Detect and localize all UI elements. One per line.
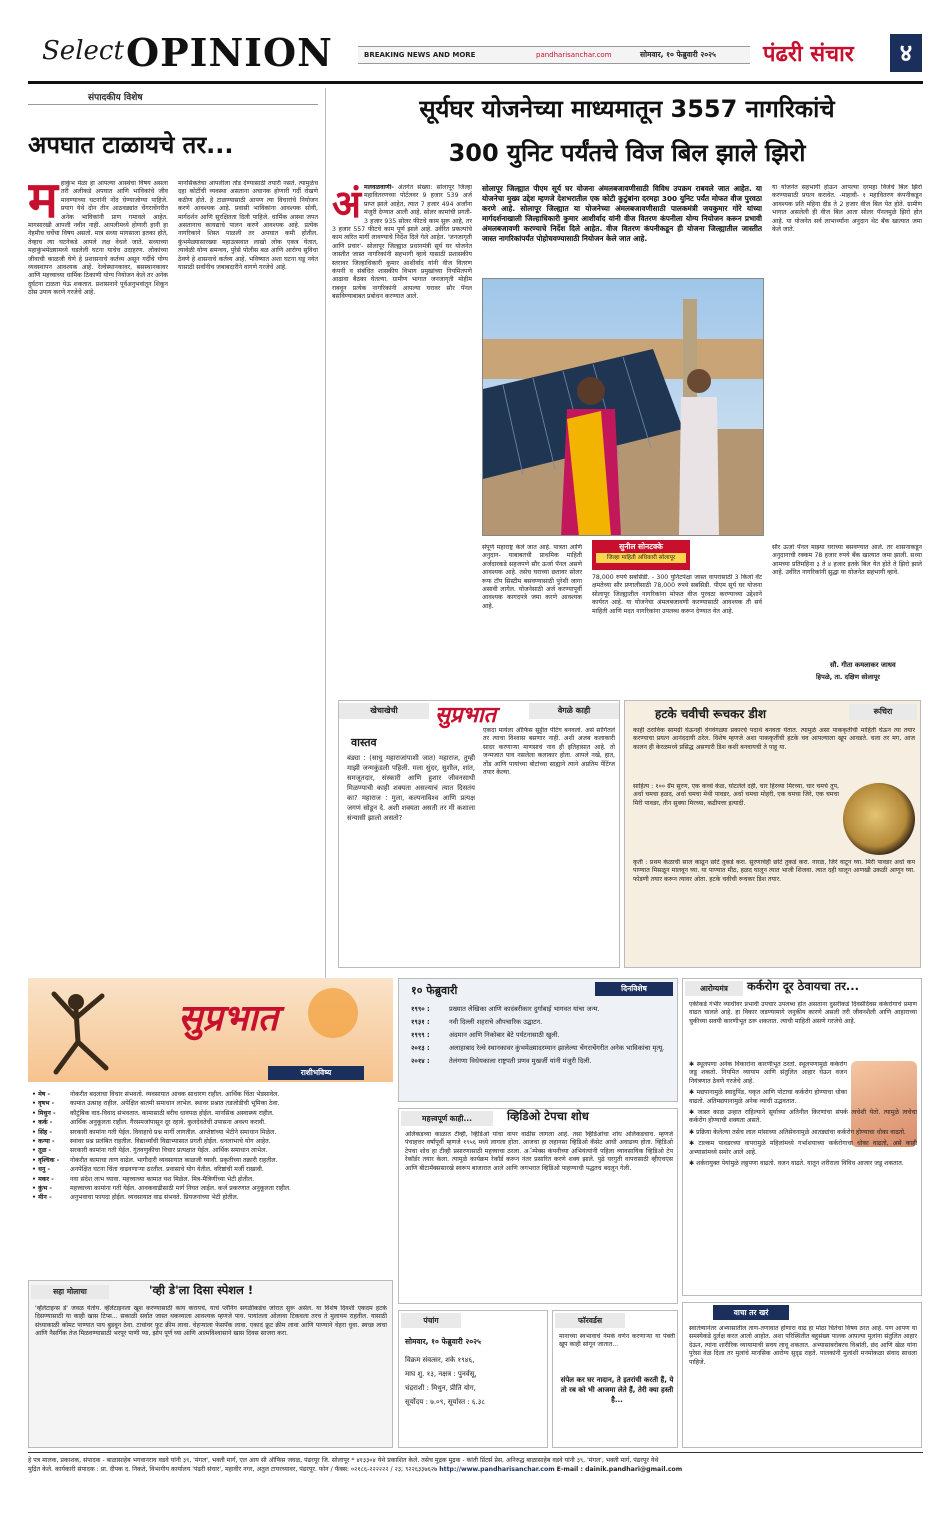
- photo-caption-name: सुनील सोनटक्के: [619, 542, 663, 551]
- select-word: Select: [42, 36, 124, 66]
- lead-byline: मलवळवाणी-: [364, 184, 394, 191]
- dinvishesh-tag: दिनविशेष: [595, 982, 673, 996]
- vastav-text: बंड्या : (साधु महाराजांपाशी जात) महाराज, तुम्ही माझी जन्मकुंडली पहिली. मला सुंदर, सुशील, शांत, समजूतदार, संस्कारी आणि हुशार जीवनसाथी मिळण्याची काही शक्यता असल्याचं त्यात दिसतंय का? महाराज : मुला, कल्पनाविश्व आणि प्रत्यक्ष जगणं सोडून दे. अशी शक्यता असती तर मी कशाला संन्यासी झालो असतो?: [347, 754, 475, 822]
- lead-dropcap: अं: [332, 184, 362, 226]
- sun-icon: [308, 988, 358, 1038]
- opinion-word: OPINION: [126, 30, 333, 75]
- dinvishesh-year: १९३१ :: [411, 1018, 430, 1026]
- date-text: सोमवार, १० फेब्रुवारी २०२५: [640, 50, 716, 59]
- panchang-line: माघ शु. १३, नक्षत्र : पुनर्वसू,: [405, 1370, 477, 1378]
- paper-name: पंढरी संचार: [763, 42, 854, 67]
- editorial-col-1: [28, 180, 168, 968]
- editorial-col-2: [178, 180, 318, 968]
- recipe-method: कृती : प्रथम केळाची साल काढून छोटे तुकडे करा. सुरणाचेही छोटे तुकडे करा. नारळ, जिरे वाटून घ्या. मिरी पावडर अर्धा कप पाण्यात मिसळून मालवून घ्या. या पाण्यात मीठ, हळद घालून त्यात भाजी शिजवा. त्यात दही घालून आणखी उकळी आणून घ्या. फोडणी तयार करून त्यावर ओता. हटके चवीची रूचकर डिश तयार.: [633, 859, 915, 883]
- editorial-col-2-text: मानसिकतेचा आपलीला तोंड देण्यासाठी तयारी नसते. त्यामुळेच दहा कोटींची व्यवस्था असताना अचानक होणारी गर्दी रोखणे कठीण होते. हे टाळण्यासाठी आपण त्या विचारांचे नियोजन करणे आवश्यक आहे. प्रवासी भाविकांना आवश्यक सोयी, मार्गदर्शन आणि सुरक्षितता दिली पाहिजे. धार्मिक आस्था जपत असतानाच कायद्याचे पालन करणे आवश्यक आहे. प्रत्येक नागरिकाने शिस्त पाळली तर अपघात कमी होतील. कुंभमेळ्यासारख्या महाउत्सवात लाखो लोक एकत्र येतात, त्यावेळी योग्य समन्वय, पुरेसे पोलीस बळ आणि आरोग्य सुविधा ठेवणे हे शासनाचे कर्तव्य आहे. भविष्यात अशा घटना घडू नयेत यासाठी सर्वांनीच जबाबदारीने वागणे गरजेचे आहे.: [178, 180, 318, 272]
- cancer-article: [682, 978, 922, 1296]
- masthead: [28, 30, 923, 78]
- panchang-date: सोमवार, १० फेब्रुवारी २०२५: [405, 1337, 481, 1346]
- zodiac-row: [32, 1109, 390, 1118]
- valentine-text: 'व्हॅलेंटाइन्स डे' जवळ येतोय. व्हॅलेंटाइनला खूश करण्यासाठी काय करायचं, याचं प्लॅनिंग सगळीकडेच जोरात सुरू असेल. या विशेष दिवशी एकदम हटके दिसण्यासाठी या काही खास टिप्स... सकाळी सर्वात जास्त थकव्याला आवश्यक म्हणजे पाय. पायांतला ओलावा टिकवला तरच ते मुलायम राहतील. यासाठी संध्याकाळी कोमट पाण्यात पाय बुडवून ठेवा. टाचांवर फूट क्रीम लावा. चेहऱ्याला फेसपॅक लावा. एकादं फ्रूट क्रीम लावा आणि पाण्याने चेहरा धुवा. स्वच्छ त्वचा आणि नैसर्गिक तेज मिळवण्यासाठी भरपूर पाणी प्या, झोप पूर्ण घ्या आणि आत्मविश्वासाने खास दिवस साजरा करा.: [35, 1305, 387, 1338]
- dinvishesh-list: [411, 1003, 673, 1068]
- zodiac-sign: • कुंभ -: [32, 1185, 52, 1193]
- vegle-text: एकदा मायेला ऑफिस सुट्टीत पेंटिंग बनवलो. असं सांगितलं तर त्याचा विश्वास बसणार नाही. अशी अजब कलाकारी सादर करणाऱ्या माणसाचं नाव ही इतिहासात आहे. तो जन्मजात पाय नसलेला कलाकार होता. आपले नखे, हात, तोंड आणि पायांच्या बोटांच्या साह्याने त्याने अप्रतिम पेंटिंग्ज तयार केल्या.: [483, 727, 615, 777]
- breaking-bar: [358, 46, 750, 64]
- zodiac-sign: • मकर -: [32, 1175, 54, 1183]
- dinvishesh-year: २०१३ :: [411, 1044, 430, 1052]
- dinvishesh-year: १९९९ :: [411, 1031, 430, 1039]
- important-text: अलिकडच्या काळात टीव्ही, व्हिडिओ यांचा वापर वाढीस लागला आहे. तसा व्हिडिओचा शोध अलिकडचाच. म्हणजे पंचाहत्तर वर्षांपूर्वी म्हणजे १९५६ मध्ये लागला होता. आजचा हा लहानसा व्हिडिओ कॅसेट आधी अवाढव्य होता. व्हिडिओ टेपचा शोध हा टीव्ही प्रसारणासाठी महत्त्वाचा ठरला. अॅम्पेक्स कंपनीच्या अभियंत्यांनी पहिला व्यावसायिक व्हिडिओ टेप रेकॉर्डर तयार केला. त्यामुळे कार्यक्रम रेकॉर्ड करून नंतर प्रसारित करणे शक्य झाले. पुढे घरगुती वापरासाठी व्हीएचएस आणि बीटामॅक्ससारखे स्वरूप बाजारात आले आणि जगभरात व्हिडिओ पाहण्याची पद्धतच बदलून गेली.: [405, 1131, 673, 1172]
- lead-col-1-text: अंतर्गत संख्या: सोलापूर जिल्हा महावितरणच्या पोर्टलवर 9 हजार 539 अर्ज प्राप्त झाले आहेत, त्यात 7 हजार 494 अर्जांना मंजुरी देण्यात आली आहे. सोलर कामांची प्रगती- 3 हजार 935 सोलर फीटचे काम सुरू आहे, तर 3 हजार 557 फीटचे काम पूर्ण झाले आहे. उर्वरित प्रकल्पांचे काम त्वरित मार्गी लावण्याचे निर्देश दिले गेले आहेत. 'जनजागृती आणि प्रचार'- सोलापूर जिल्ह्यात प्रधानमंत्री सूर्य घर योजनेत जास्तीत जास्त नागरिकांनी सहभागी व्हावे यासाठी प्रशासकीय स्तरावर जिल्हाधिकारी कुमार आशीर्वाद यांनी वीज वितरण कंपनी व संबंधित शासकीय विभाग प्रमुखांच्या नियमितपणे आढावा बैठका घेतल्या. ग्रामीण भागात जनजागृती मोहीम राबवून प्रत्येक नागरिकांनी आपल्या घरावर सौर पॅनल बसविण्याबाबत प्रबोधन करण्यात आले.: [332, 184, 472, 301]
- zodiac-text: सरकारी कामांना गती येईल. गुंतवणुकीचा विचार प्रत्यक्षात येईल. आर्थिक समाधान लाभेल.: [70, 1147, 268, 1155]
- horoscope-list: [32, 1090, 390, 1272]
- zodiac-text: सरकारी कामांना गती येईल. विवाहाचे प्रश्न मार्गी लागतील. आप्तेष्टांच्या भेटीने समाधान मिळेल.: [70, 1128, 277, 1136]
- cancer-title: कर्करोग दूर ठेवायचा तर...: [747, 979, 860, 993]
- zodiac-row: [32, 1128, 390, 1137]
- cancer-bullet: ✱ शर्करायुक्त पेयांमुळे लठ्ठपणा वाढतो. वजन वाढते. यातून शरीराला विविध आजार जडू शकतात.: [689, 1160, 904, 1168]
- zodiac-sign: • वृषभ -: [32, 1100, 55, 1108]
- zodiac-row: [32, 1175, 390, 1184]
- lead-headline-2: 300 युनिट पर्यंतचे विज बिल झाले झिरो: [448, 139, 806, 167]
- lead-lower-col-1: [482, 544, 582, 694]
- yoga-figure-icon: [46, 982, 136, 1082]
- photo-caption: [592, 540, 690, 570]
- recipe-ingredients: साहित्य : १०० ग्रॅम सुरण, एक कच्चं केळ, घोटलेले दही, चार हिरव्या मिरच्या, चार चमचे तूप, अर्धा चमचा हळद, अर्धा चमचा मेथी पावडर, अर्धा चमचा मोहरी, एक चमचा जिरे, एक चमचा मिरी पावडर, तीन सुक्या मिरच्या, कढीपत्ता इत्यादी.: [633, 783, 839, 807]
- zodiac-row: [32, 1099, 390, 1108]
- cancer-bullets: [689, 1061, 917, 1291]
- cancer-bullet: ✱ टाल्कम पावडरच्या वापरामुळे महिलांमध्ये गर्भाशयाच्या कर्करोगाचा धोका वाढतो, असे काही अभ्यासांमध्ये समोर आले आहे.: [689, 1140, 917, 1156]
- recipe-photo: [843, 783, 915, 855]
- editorial-title: अपघात टाळायचे तर...: [28, 131, 234, 159]
- zodiac-sign: • मीन -: [32, 1194, 52, 1202]
- lead-signature-place: हिपळे, ता. दक्षिण सोलापूर: [816, 673, 880, 681]
- panchang-tag: पंचांग: [401, 1313, 461, 1328]
- horoscope: [28, 978, 393, 1276]
- cancer-bullet: ✱ स्थूलपणा अनेक विकारांना कारणीभूत ठरतो. स्थूलपणामुळे कर्करोग जडू शकतो. नियमित व्यायाम आणि संतुलित आहार घेऊन वजन नियंत्रणात ठेवणे गरजेचे आहे.: [689, 1061, 847, 1085]
- dinvishesh-text: अलाहाबाद रेल्वे स्थानकावर कुंभमेळ्यादरम्यान झालेल्या चेंगराचेंगरीत अनेक भाविकांचा मृत्यू.: [449, 1044, 665, 1052]
- zodiac-text: कामात उत्साह राहील. अपेक्षित बातमी समाधान लाभेल. स्थावर प्रश्नात तडजोडीची भूमिका ठेवा.: [70, 1100, 280, 1108]
- zodiac-sign: • कर्क -: [32, 1119, 53, 1127]
- zodiac-row: [32, 1118, 390, 1127]
- cancer-intro: एकीकडे गंभीर व्याधींवर प्रभावी उपचार उपलब्ध होत असताना दुसरीकडे दिवसेंदिवस कर्करोगाचं प्रमाण वाढत चालले आहे. हा विकार जडण्यामागे जनुकीय कारणे असली तरी जीवनशैली आणि आहाराच्या चुकीच्या सवयी कारणीभूत ठरू शकतात. त्याची माहिती असणे गरजेचे आहे.: [689, 1001, 917, 1025]
- dinvishesh-text: अंदमान आणि निकोबार बेटे पर्यटनासाठी खुली.: [449, 1031, 560, 1039]
- editorial-tag: संपादकीय विशेष: [88, 93, 143, 103]
- important-tag: महत्त्वपूर्ण काही...: [401, 1111, 493, 1126]
- zodiac-row: [32, 1184, 390, 1193]
- vacha-tar-khara: [682, 1302, 922, 1448]
- editorial: [28, 88, 328, 978]
- lead-col-1: [332, 184, 472, 634]
- dinvishesh-year: २०१४ :: [411, 1057, 430, 1065]
- footer-rule: [28, 1452, 923, 1453]
- website-text[interactable]: pandharisanchar.com: [536, 51, 612, 59]
- zodiac-sign: • सिंह -: [32, 1128, 52, 1136]
- vacha-text: स्वातंत्र्यानंतर अभ्यासातील ताण-तणावात होणारा वाढ हा मोठा चिंतेचा विषय ठरत आहे. पण आपण या समस्येकडे दुर्लक्ष करत आलो आहोत. अशा परिस्थितीत बहुसंख्य पालक आपल्या मुलांना संतुलित आहार देऊन, त्यांना शारीरिक व्यायामाची सवय लावू शकतात. अभ्यासाबरोबरच विश्रांती, छंद आणि खेळ यांना पुरेसा वेळ दिला तर मुलांचे मानसिक आरोग्य सुदृढ राहते. पालकांनी मुलांशी मनमोकळा संवाद साधला पाहिजे.: [689, 1325, 917, 1366]
- zodiac-row: [32, 1156, 390, 1165]
- forwards-tag: फॉरवर्डस: [555, 1313, 625, 1328]
- dinvishesh-row: [411, 1042, 673, 1055]
- zodiac-text: कौटुंबिक वाद-विवाद संभवतात. कामासाठी बरीच धावपळ होईल. मानसिक अस्वास्थ्य राहील.: [70, 1109, 274, 1117]
- lead-story: [330, 88, 923, 698]
- page-number-badge: [890, 34, 922, 72]
- valentine-tag: सहा मोलाचा: [31, 1285, 109, 1299]
- zodiac-text: अनपेक्षित घटना चिंता वाढवणाऱ्या ठरतील. प्रवासाचे योग येतील. वरिष्ठांची मर्जी राखावी.: [70, 1166, 264, 1174]
- editorial-tag-rule: [28, 104, 318, 105]
- forwards: [552, 1310, 678, 1448]
- dinvishesh: [398, 978, 678, 1102]
- photo-caption-sub: जिल्हा माहिती अधिकारी सोलापूर: [596, 553, 686, 563]
- zodiac-row: [32, 1137, 390, 1146]
- cancer-bullet: ✱ जास्त काळ उन्हात राहिल्याने सूर्याच्या अतिनील किरणांचा संपर्क त्वचेशी येतो. त्यामुळे त्वचेचा कर्करोग होण्याची शक्यता असते.: [689, 1109, 917, 1125]
- footer: [28, 1456, 923, 1486]
- important-article: [398, 1108, 678, 1304]
- solar-photo-illustration: [483, 279, 764, 536]
- dinvishesh-row: [411, 1029, 673, 1042]
- humor-left-tag: खेचाखेची: [339, 703, 429, 719]
- dinvishesh-text: प्रख्यात लेखिका आणि कादंबरीकार दुर्गाबाई भागवत यांचा जन्म.: [449, 1005, 600, 1013]
- important-title: व्हिडिओ टेपचा शोध: [507, 1109, 589, 1123]
- dinvishesh-text: नवी दिल्ली शहराचे औपचारिक उद्घाटन.: [449, 1018, 543, 1026]
- breaking-text: BREAKING NEWS AND MORE: [364, 51, 476, 59]
- zodiac-text: महत्त्वाच्या कामांना गती येईल. आवकवाढीसाठी मार्ग निघत जाईल. कर्ज प्रकरणात अनुकूलता राहील.: [70, 1185, 291, 1193]
- horoscope-heading: राशीभविष्य: [268, 1066, 364, 1080]
- lead-signature: सौ. गीता कमलाकर जाधव: [830, 661, 896, 669]
- zodiac-text: नोकरीत बदलाचा विचार संभवतो. व्यवसायात आवक साधारण राहील. आर्थिक चिंता भेडसावेल.: [70, 1091, 280, 1098]
- zodiac-text: अनुभवाचा फायदा होईल. व्यवसायात वाढ संभवते. प्रियजनांच्या भेटी होतील.: [70, 1194, 239, 1202]
- humor-right-tag: वेगळे काही: [529, 703, 619, 719]
- zodiac-sign: • वृश्चिक -: [32, 1156, 60, 1164]
- zodiac-row: [32, 1146, 390, 1155]
- dinvishesh-row: [411, 1055, 673, 1068]
- zodiac-row: [32, 1090, 390, 1099]
- cancer-bullet: ✱ मद्यपानामुळे स्वादुपिंड, यकृत आणि पोटाचा कर्करोग होण्याचा धोका वाढतो. अतिमद्यपानामुळे अनेक व्याधी उद्भवतात.: [689, 1089, 847, 1105]
- zodiac-sign: • मिथुन -: [32, 1109, 56, 1117]
- recipe-box: [624, 700, 921, 968]
- zodiac-row: [32, 1165, 390, 1174]
- masthead-rule: [28, 81, 923, 84]
- horoscope-brand: सुप्रभात: [178, 998, 278, 1039]
- solar-photo: [482, 278, 764, 536]
- recipe-tag: रूचिरा: [849, 704, 917, 720]
- dinvishesh-row: [411, 1016, 673, 1029]
- zodiac-sign: • धनु -: [32, 1166, 51, 1174]
- cancer-tag: आरोग्यमंत्र: [685, 981, 743, 996]
- cancer-bullet: ✱ प्रक्रिया केलेल्या तसेच लाल मांसाच्या अतिसेवनामुळे आतड्यांचा कर्करोग होण्याचा धोका वाढतो.: [689, 1128, 906, 1136]
- lead-headline-1: सूर्यघर योजनेच्या माध्यमातून 3557 नागरिकांचे: [419, 95, 835, 123]
- lead-lower-col-3: [772, 544, 922, 654]
- lead-col-3-text: या योजनेत सहभागी होऊन आपल्या दरमहा विजेचे बिल झिरो करण्यासाठी प्रयत्न करावेत. -माहावी- १ महावितरण कंपनीकडून आवश्यक प्रति महिना दीड ते 2 हजार वीज बिल येत होते. ग्रामीण भागात असलेली ही वीज बिल आता सोलर पॅनलमुळे झिरो होत आहे. या योजनेत सर्व लाभार्थ्यांना अनुदान थेट बँक खात्यात जमा केले जाते.: [772, 184, 922, 234]
- zodiac-text: नवा संदेश लाभ घ्यावा. महत्त्वाच्या कामात यश मिळेल. मित्र-मैत्रिणींच्या भेटी होतील.: [70, 1175, 255, 1183]
- lead-lower-col-2: [592, 574, 762, 694]
- footer-email[interactable]: E-mail : dainik.pandhari@gmail.com: [556, 1466, 683, 1473]
- lead-lower-col-3-text: सौर ऊर्जा पॅनल माझ्या घराच्या बसवण्यात आले. तर शासनाकडून अनुदानाची रक्कम 78 हजार रुपये बँक खात्यात जमा झाली. सध्या आमच्या प्रतिमहिना ३ ते ४ हजार इतके बिल येत होते ते झिरो झाले आहे. उर्वरित नागरिकांनी सुद्धा या योजनेत सहभागी व्हावे.: [772, 544, 922, 577]
- vertical-divider: [325, 88, 326, 980]
- panchang-line: सूर्योदय : ७.०९, सूर्यास्त : ६.३८: [405, 1398, 486, 1406]
- panchang-line: विक्रम संवत्सर, शके १९४६,: [405, 1356, 475, 1364]
- zodiac-sign: • कन्या -: [32, 1138, 55, 1146]
- footer-line-2-wrap: [28, 1465, 923, 1474]
- vastav-title: वास्तव: [351, 736, 377, 749]
- dinvishesh-text: तेलंगणा विधेयकाला राष्ट्रपती प्रणव मुखर्जी यांनी मंजुरी दिली.: [449, 1057, 592, 1065]
- recipe-title: हटके चवीची रूचकर डीश: [655, 707, 767, 721]
- panchang-lines: [405, 1353, 545, 1409]
- suprabhat-humor: [338, 700, 620, 968]
- valentine-title: 'व्ही डे'ला दिसा स्पेशल !: [149, 1283, 254, 1297]
- dinvishesh-date: १० फेब्रुवारी: [411, 984, 458, 997]
- humor-brand: सुप्रभात: [435, 703, 497, 728]
- lead-bold-intro: सोलापूर जिल्ह्यात पीएम सूर्य घर योजना अंमलबजावणीसाठी विविध उपक्रम राबवले जात आहेत. या योजनेचा मुख्य उद्देश म्हणजे देशभरातील एक कोटी कुटुंबांना दरमहा 300 युनिट पर्यंत मोफत वीज पुरवठा करणे आहे. सोलापूर जिल्ह्यात या योजनेच्या अंमलबजावणीसाठी पालकमंत्री जयकुमार गोरे यांच्या मार्गदर्शनाखाली जिल्हाधिकारी कुमार आशीर्वाद यांनी वीज वितरण कंपनीला योग्य नियोजन करून प्रभावी अंमलबजावणी करण्याचे निर्देश दिले आहेत. वीज वितरण कंपनीकडून ही योजना जिल्ह्यातील जास्तीत जास्त नागरिकांपर्यंत पोहोचवण्यासाठी नियोजन केले जात आहे.: [482, 184, 762, 243]
- forwards-quote: संपेल कर घर नादान, ते इतरांची करती हैं, ये तो रब को भी आजमा लेते हैं, तेरी क्या हस्ती है...: [560, 1376, 674, 1404]
- zodiac-sign: • तूळ -: [32, 1147, 52, 1155]
- footer-website[interactable]: http://www.pandharisanchar.com: [439, 1466, 555, 1473]
- dinvishesh-year: १९९० :: [411, 1005, 430, 1013]
- dinvishesh-row: [411, 1003, 673, 1016]
- editorial-col-1-text: हाकुंभ मेळा हा आपल्या आस्थेचा विषय असला तरी अलीकडे अपघात आणि भाविकांचे जीव मावण्याच्या घटनांनी नोंद घेण्याजोग्या पाहिजे. प्रयाग येथे दोन तीन आठवड्यांत चेंगराचेंगरीत अनेक भाविकांनी प्राण गमावले आहेत. मागसारखी आपली नवीन नाही. आपलीमध्ये होणारी हानी हा नेहमीच चर्चेचा विषय असतो. मात्र सध्या मागसाला इतका होते, तेव्हाच त्या घटनेकडे आपले लक्ष वेधले जाते. सध्याच्या महाकुंभमेळ्यामध्ये घडलेली घटना याचेच उदाहरण. लोकांच्या जीवाची काळजी घेणे हे प्रशासनाचे कर्तव्य असून गर्दीचे योग्य व्यवस्थापन आवश्यक आहे. रेल्वेस्थानकावर, बसस्थानकावर आणि महत्त्वाच्या धार्मिक ठिकाणी योग्य नियोजन केले तर अनेक दुर्घटना टाळता येऊ शकतात. प्रशासनाने पूर्वअनुभवांतून शिकून ठोस उपाय करणे गरजेचे आहे.: [28, 180, 168, 297]
- zodiac-text: नोकरीत कामाचा ताण वाढेल. भागीदारी व्यवसायात काळजी घ्यावी. प्रकृतीच्या तक्रारी राहतील.: [70, 1156, 278, 1164]
- editorial-dropcap: म: [28, 180, 58, 229]
- footer-line-1: हे पत्र मालक, प्रकाशक, संपादक - बाळासाहेब भगवानराव वडवे यांनी ३९, 'मंगल', भक्ती मार्ग, एल आय सी ऑफिस जवळ, पंढरपूर जि. सोलापूर * ४१३३०४ येथे प्रकाशित केले. तसेच मुद्रक मुद्रक - कांती प्रिंटर्स प्रेस, अनिरुद्ध बाळासाहेब वडवे यांनी ३९, 'मंगल', भक्ती मार्ग, पंढरपूर येथे: [28, 1457, 659, 1464]
- zodiac-sign: • मेष -: [32, 1091, 51, 1098]
- zodiac-row: [32, 1193, 390, 1202]
- horoscope-banner: [28, 978, 393, 1082]
- panchang: [398, 1310, 548, 1448]
- lead-lower-col-1-text: संपूर्ण महाराष्ट्र केले जात आहे. पात्रता आणि अनुदान- याबाबतची प्राथमिक माहिती अर्जदारकडे सहजपणे सौर ऊर्जा पॅनल असणे आवश्यक आहे. तसेच घराच्या छतावर सोलर रूफ टॉप सिस्टीम बसवण्यासाठी पुरेशी जागा असावी लागेल. योजनेसाठी अर्ज करण्यापूर्वी आवश्यक कागदपत्रे जमा करणे आवश्यक आहे.: [482, 544, 582, 610]
- recipe-intro: काही ठराविक सामग्री घेऊनही वेगवेगळ्या प्रकारचे पदार्थ बनवता येतात. त्यामुळे असा पाककृतींची माहिती घेऊन त्या तयार करण्याचा प्रयत्न आनंददायी ठरेल. विशेष म्हणजे अशा पाककृतींची हटके चव आपल्याला खूप आवडते. चला तर मग, आज कालन ही केरळमध्ये प्रसिद्ध असणारी डिश कशी बनवायची ते पाहू या.: [633, 727, 915, 751]
- lead-lower-col-2-text: 78,000 रुपये सबसिडी. - 300 युनिटपेक्षा जास्त वापरासाठी 3 किलो वॅट क्षमतेच्या सौर प्रणालीसाठी 78,000 रुपये सबसिडी. पीएम सूर्य घर योजना सोलापूर जिल्ह्यातील नागरिकांना मोफत वीज पुरवठा करण्याच्या उद्देशाने कार्यरत आहे. या योजनेचा अंमलबजावणी करण्यासाठी आवश्यक ती सर्व माहिती आणि मदत नागरिकांना उपलब्ध करून देण्यात येत आहे.: [592, 574, 762, 615]
- page-number: ४: [899, 39, 913, 67]
- footer-line-2: मुद्रित केले. कार्यकारी संपादक : प्रा. दीपक द. निकते, विभागीय कार्यालय 'पंढरी संचार', महावीर नगर, अतुल टायरच्यावर, पंढरपूर. फोन / फॅक्स: ०२१८६-२२२२२२ / २३; ९२२६३३७६२७: [28, 1466, 438, 1473]
- vacha-tag: वाचा तर खरं: [713, 1305, 789, 1320]
- zodiac-text: स्थावर प्रश्न प्रलंबित राहतील. विद्यार्थ्यांची विद्याभ्यासात प्रगती होईल. धनलाभाचे योग आहेत.: [70, 1138, 271, 1146]
- valentine-article: [28, 1280, 393, 1448]
- panchang-line: चंद्रराशी : मिथुन, प्रीति योग,: [405, 1384, 476, 1392]
- zodiac-text: आर्थिक अनुकूलता राहील. गैरसमजांपासून दूर रहावे. कुलदेवतेची उपासना अवश्य करावी.: [70, 1119, 266, 1127]
- forwards-text: मानाच्या स्वभावाचं नेमकं वर्णन करणाऱ्या या पंक्ती खूप काही सांगून जातात...: [559, 1333, 675, 1349]
